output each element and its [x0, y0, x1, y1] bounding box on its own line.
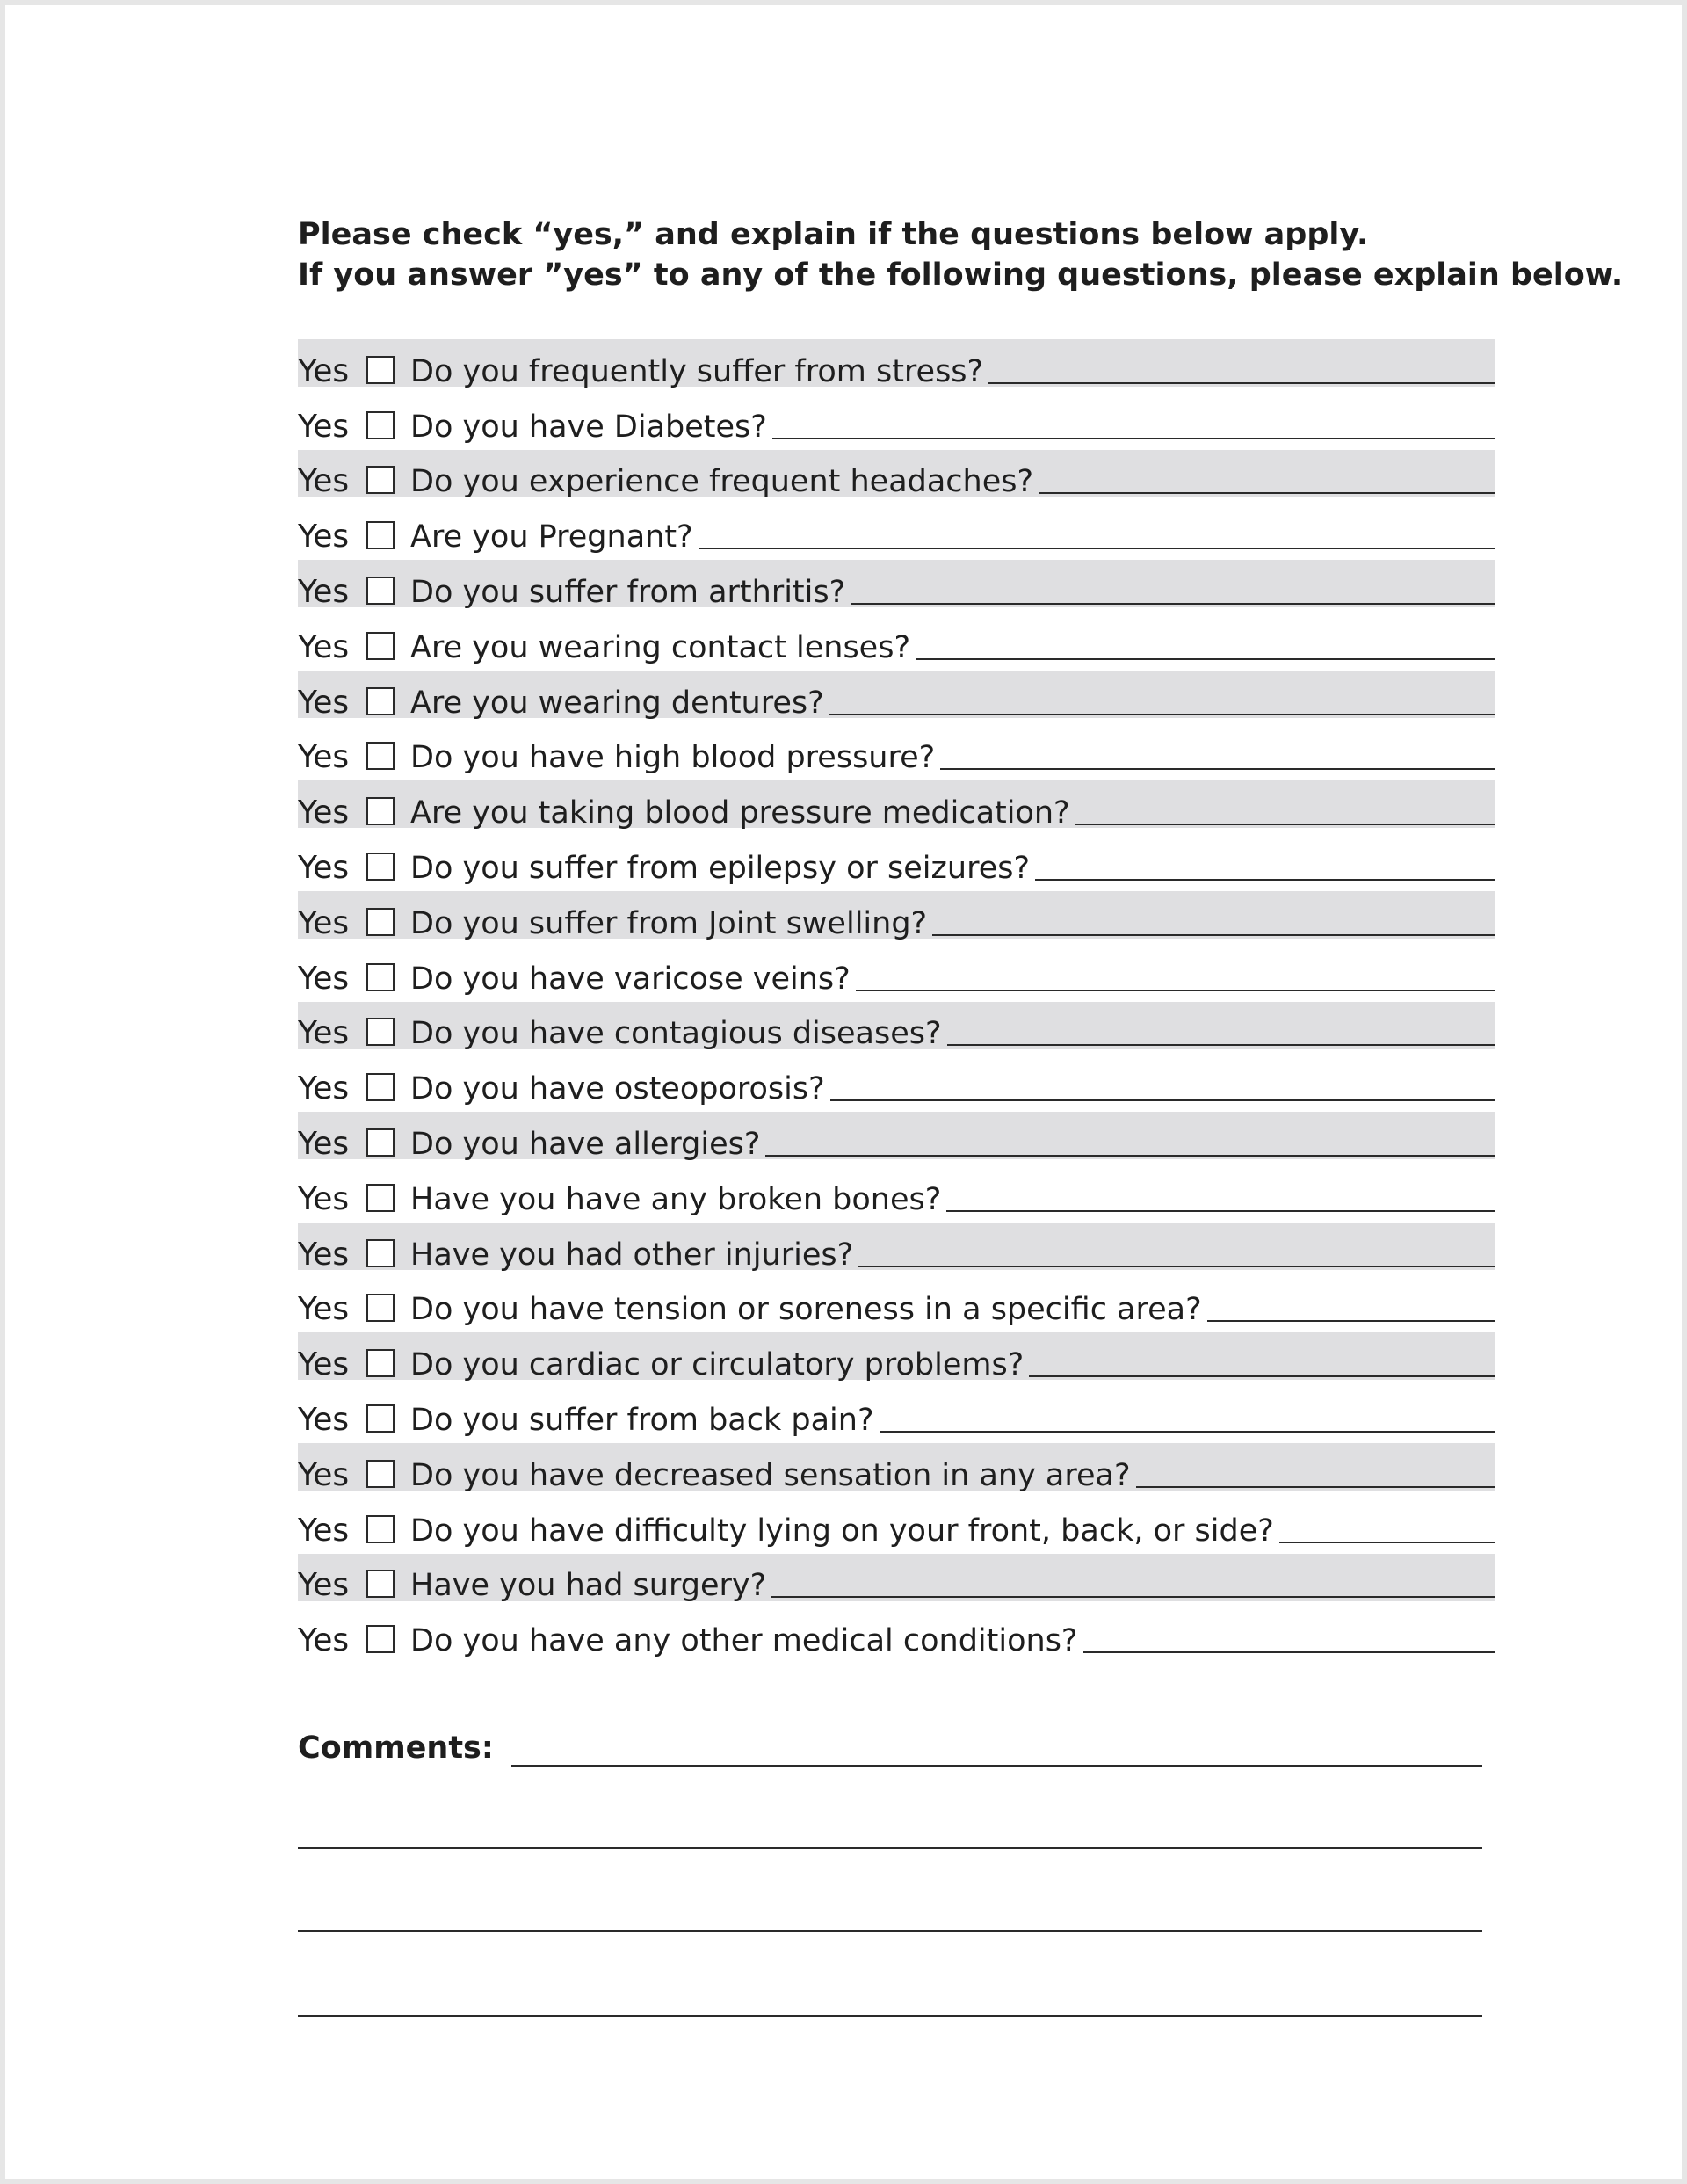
instructions-line-1: Please check “yes,” and explain if the questions below apply.: [298, 217, 1369, 252]
question-text: Are you Pregnant?: [410, 519, 693, 555]
answer-line[interactable]: [988, 381, 1495, 384]
comments-extra-line[interactable]: [298, 1847, 1482, 1849]
yes-checkbox[interactable]: [366, 632, 395, 660]
answer-line[interactable]: [772, 437, 1495, 439]
question-text: Do you have Diabetes?: [410, 409, 767, 445]
question-row: [298, 1223, 1495, 1278]
answer-line[interactable]: [1039, 491, 1495, 494]
answer-line[interactable]: [880, 1430, 1495, 1433]
question-text: Do you have any other medical conditions?: [410, 1623, 1078, 1659]
yes-label: Yes: [298, 1015, 350, 1052]
yes-checkbox[interactable]: [366, 963, 395, 991]
yes-label: Yes: [298, 1125, 350, 1162]
answer-line[interactable]: [1075, 823, 1495, 825]
answer-line[interactable]: [858, 1265, 1495, 1267]
yes-label: Yes: [298, 739, 350, 776]
yes-label: Yes: [298, 628, 350, 665]
comments-label: Comments:: [298, 1731, 494, 1766]
yes-checkbox[interactable]: [366, 411, 395, 439]
question-text: Do you suffer from Joint swelling?: [410, 905, 928, 941]
yes-label: Yes: [298, 1236, 350, 1273]
comments-answer-line[interactable]: [511, 1764, 1482, 1767]
yes-checkbox[interactable]: [366, 1073, 395, 1101]
question-row: [298, 1554, 1495, 1609]
question-text: Do you have osteoporosis?: [410, 1071, 825, 1107]
answer-line[interactable]: [856, 989, 1495, 991]
question-row: [298, 1278, 1495, 1333]
instructions: [298, 214, 1624, 295]
yes-label: Yes: [298, 684, 350, 721]
question-row: [298, 1608, 1495, 1664]
question-row: [298, 1443, 1495, 1498]
question-row: [298, 1002, 1495, 1057]
yes-checkbox[interactable]: [366, 577, 395, 605]
yes-checkbox[interactable]: [366, 1349, 395, 1377]
yes-label: Yes: [298, 408, 350, 445]
yes-label: Yes: [298, 1456, 350, 1493]
yes-label: Yes: [298, 1291, 350, 1328]
yes-checkbox[interactable]: [366, 1018, 395, 1046]
comments-row: [298, 1728, 1482, 1768]
question-text: Are you wearing contact lenses?: [410, 629, 911, 665]
answer-line[interactable]: [932, 933, 1495, 936]
question-text: Do you have high blood pressure?: [410, 740, 936, 776]
yes-checkbox[interactable]: [366, 1570, 395, 1598]
yes-label: Yes: [298, 1622, 350, 1659]
question-text: Do you have tension or soreness in a specific area?: [410, 1292, 1202, 1328]
yes-checkbox[interactable]: [366, 853, 395, 881]
yes-checkbox[interactable]: [366, 742, 395, 770]
yes-checkbox[interactable]: [366, 1625, 395, 1653]
question-text: Do you have varicose veins?: [410, 961, 851, 997]
question-text: Do you cardiac or circulatory problems?: [410, 1347, 1025, 1383]
question-text: Do you have decreased sensation in any area?: [410, 1457, 1131, 1493]
question-text: Do you frequently suffer from stress?: [410, 353, 984, 389]
yes-label: Yes: [298, 849, 350, 886]
question-row: [298, 891, 1495, 947]
answer-line[interactable]: [829, 713, 1495, 715]
answer-line[interactable]: [1136, 1485, 1495, 1488]
comments-extra-line[interactable]: [298, 1930, 1482, 1932]
answer-line[interactable]: [830, 1099, 1495, 1101]
question-row: [298, 726, 1495, 781]
question-text: Do you have contagious diseases?: [410, 1016, 942, 1052]
yes-checkbox[interactable]: [366, 1128, 395, 1157]
answer-line[interactable]: [771, 1595, 1495, 1598]
yes-label: Yes: [298, 1401, 350, 1438]
yes-checkbox[interactable]: [366, 1239, 395, 1267]
yes-checkbox[interactable]: [366, 466, 395, 494]
question-row: [298, 671, 1495, 726]
yes-checkbox[interactable]: [366, 908, 395, 936]
question-text: Have you had other injuries?: [410, 1237, 854, 1273]
yes-label: Yes: [298, 960, 350, 997]
question-text: Do you suffer from epilepsy or seizures?: [410, 850, 1031, 886]
question-row: [298, 836, 1495, 891]
question-row: [298, 1332, 1495, 1388]
yes-checkbox[interactable]: [366, 1294, 395, 1322]
yes-checkbox[interactable]: [366, 1460, 395, 1488]
question-text: Do you suffer from back pain?: [410, 1402, 874, 1438]
yes-checkbox[interactable]: [366, 1515, 395, 1543]
yes-checkbox[interactable]: [366, 1404, 395, 1433]
yes-checkbox[interactable]: [366, 1184, 395, 1212]
yes-label: Yes: [298, 573, 350, 610]
yes-checkbox[interactable]: [366, 356, 395, 384]
question-text: Are you wearing dentures?: [410, 685, 824, 721]
answer-line[interactable]: [947, 1043, 1495, 1046]
question-row: [298, 780, 1495, 836]
instructions-line-2: If you answer ”yes” to any of the following questions, please explain below.: [298, 258, 1624, 293]
yes-label: Yes: [298, 1346, 350, 1383]
answer-line[interactable]: [1035, 878, 1495, 881]
form-page: [5, 5, 1682, 2179]
question-text: Do you suffer from arthritis?: [410, 574, 846, 610]
answer-line[interactable]: [699, 547, 1495, 549]
answer-line[interactable]: [851, 602, 1495, 605]
yes-label: Yes: [298, 463, 350, 500]
question-row: [298, 339, 1495, 395]
question-row: [298, 504, 1495, 560]
answer-line[interactable]: [916, 657, 1495, 660]
answer-line[interactable]: [1279, 1541, 1495, 1543]
yes-label: Yes: [298, 1180, 350, 1217]
yes-label: Yes: [298, 904, 350, 941]
yes-label: Yes: [298, 1070, 350, 1107]
comments-extra-line[interactable]: [298, 2015, 1482, 2017]
question-row: [298, 450, 1495, 505]
question-text: Are you taking blood pressure medication?: [410, 795, 1070, 831]
answer-line[interactable]: [940, 767, 1495, 770]
questions-list: [298, 339, 1495, 1664]
question-row: [298, 1388, 1495, 1443]
question-text: Do you experience frequent headaches?: [410, 464, 1034, 500]
yes-label: Yes: [298, 1512, 350, 1549]
question-text: Do you have difficulty lying on your front, back, or side?: [410, 1513, 1274, 1549]
question-row: [298, 1056, 1495, 1112]
yes-checkbox[interactable]: [366, 687, 395, 715]
question-row: [298, 1167, 1495, 1223]
answer-line[interactable]: [1029, 1375, 1495, 1377]
answer-line[interactable]: [1083, 1651, 1495, 1653]
answer-line[interactable]: [1207, 1319, 1495, 1322]
question-row: [298, 1498, 1495, 1554]
question-row: [298, 947, 1495, 1002]
answer-line[interactable]: [946, 1209, 1495, 1212]
question-row: [298, 395, 1495, 450]
yes-label: Yes: [298, 795, 350, 831]
question-row: [298, 1112, 1495, 1167]
yes-checkbox[interactable]: [366, 797, 395, 825]
question-text: Have you have any broken bones?: [410, 1181, 942, 1217]
question-row: [298, 615, 1495, 671]
question-text: Do you have allergies?: [410, 1126, 761, 1162]
question-row: [298, 560, 1495, 615]
yes-label: Yes: [298, 352, 350, 389]
yes-label: Yes: [298, 519, 350, 555]
yes-checkbox[interactable]: [366, 521, 395, 549]
answer-line[interactable]: [765, 1154, 1495, 1157]
question-text: Have you had surgery?: [410, 1568, 767, 1604]
yes-label: Yes: [298, 1567, 350, 1604]
